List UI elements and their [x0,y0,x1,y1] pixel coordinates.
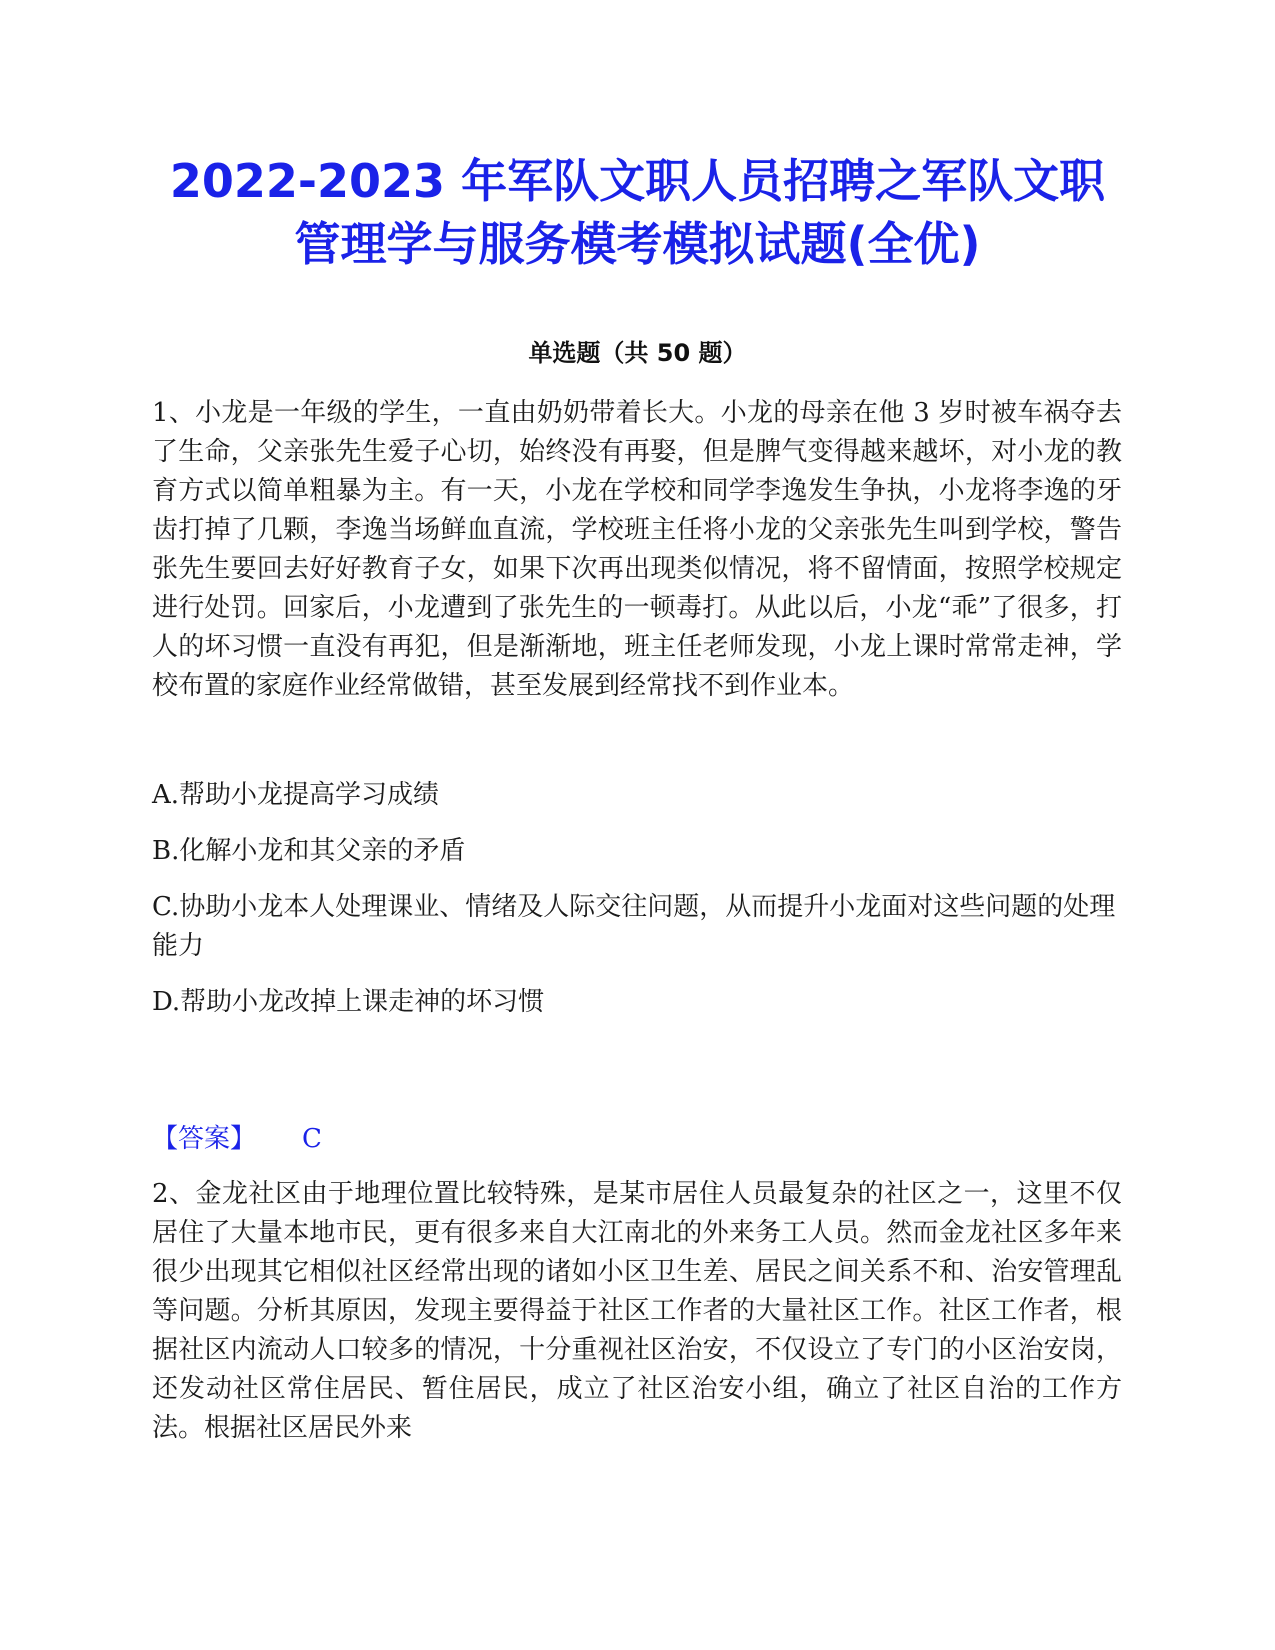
section-heading: 单选题（共 50 题） [528,339,747,367]
question-1-answer [152,1120,322,1159]
question-1-text: 1、小龙是一年级的学生，一直由奶奶带着长大。小龙的母亲在他 3 岁时被车祸夺去了生命，父亲张先生爱子心切，始终没有再娶，但是脾气变得越来越坏，对小龙的教育方式以简单粗暴为主。有一天，小龙在学校和同学李逸发生争执，小龙将李逸的牙齿打掉了几颗，李逸当场鲜血直流，学校班主任将小龙的父亲张先生叫到学校，警告张先生要回去好好教育子女，如果下次再出现类似情况，将不留情面，按照学校规定进行处罚。回家后，小龙遭到了张先生的一顿毒打。从此以后，小龙“乖”了很多，打人的坏习惯一直没有再犯，但是渐渐地，班主任老师发现，小龙上课时常常走神，学校布置的家庭作业经常做错，甚至发展到经常找不到作业本。 [152,398,1122,701]
title-line-2: 管理学与服务模考模拟试题(全优) [294,217,981,271]
question-1-option-a: A.帮助小龙提高学习成绩 [152,780,440,810]
answer-label: 【答案】 [152,1124,257,1154]
answer-value: C [302,1124,322,1154]
question-1-option-c: C.协助小龙本人处理课业、情绪及人际交往问题，从而提升小龙面对这些问题的处理能力 [152,892,1116,961]
question-1-option-d: D.帮助小龙改掉上课走神的坏习惯 [152,987,545,1017]
question-2-text: 2、金龙社区由于地理位置比较特殊，是某市居住人员最复杂的社区之一，这里不仅居住了大量本地市民，更有很多来自大江南北的外来务工人员。然而金龙社区多年来很少出现其它相似社区经常出现的诸如小区卫生差、居民之间关系不和、治安管理乱等问题。分析其原因，发现主要得益于社区工作者的大量社区工作。社区工作者，根据社区内流动人口较多的情况，十分重视社区治安，不仅设立了专门的小区治安岗，还发动社区常住居民、暂住居民，成立了社区治安小组，确立了社区自治的工作方法。根据社区居民外来 [152,1179,1122,1443]
title-line-1: 2022-2023 年军队文职人员招聘之军队文职 [169,154,1106,208]
page-title [120,150,1155,276]
question-1-option-b: B.化解小龙和其父亲的矛盾 [152,836,466,866]
